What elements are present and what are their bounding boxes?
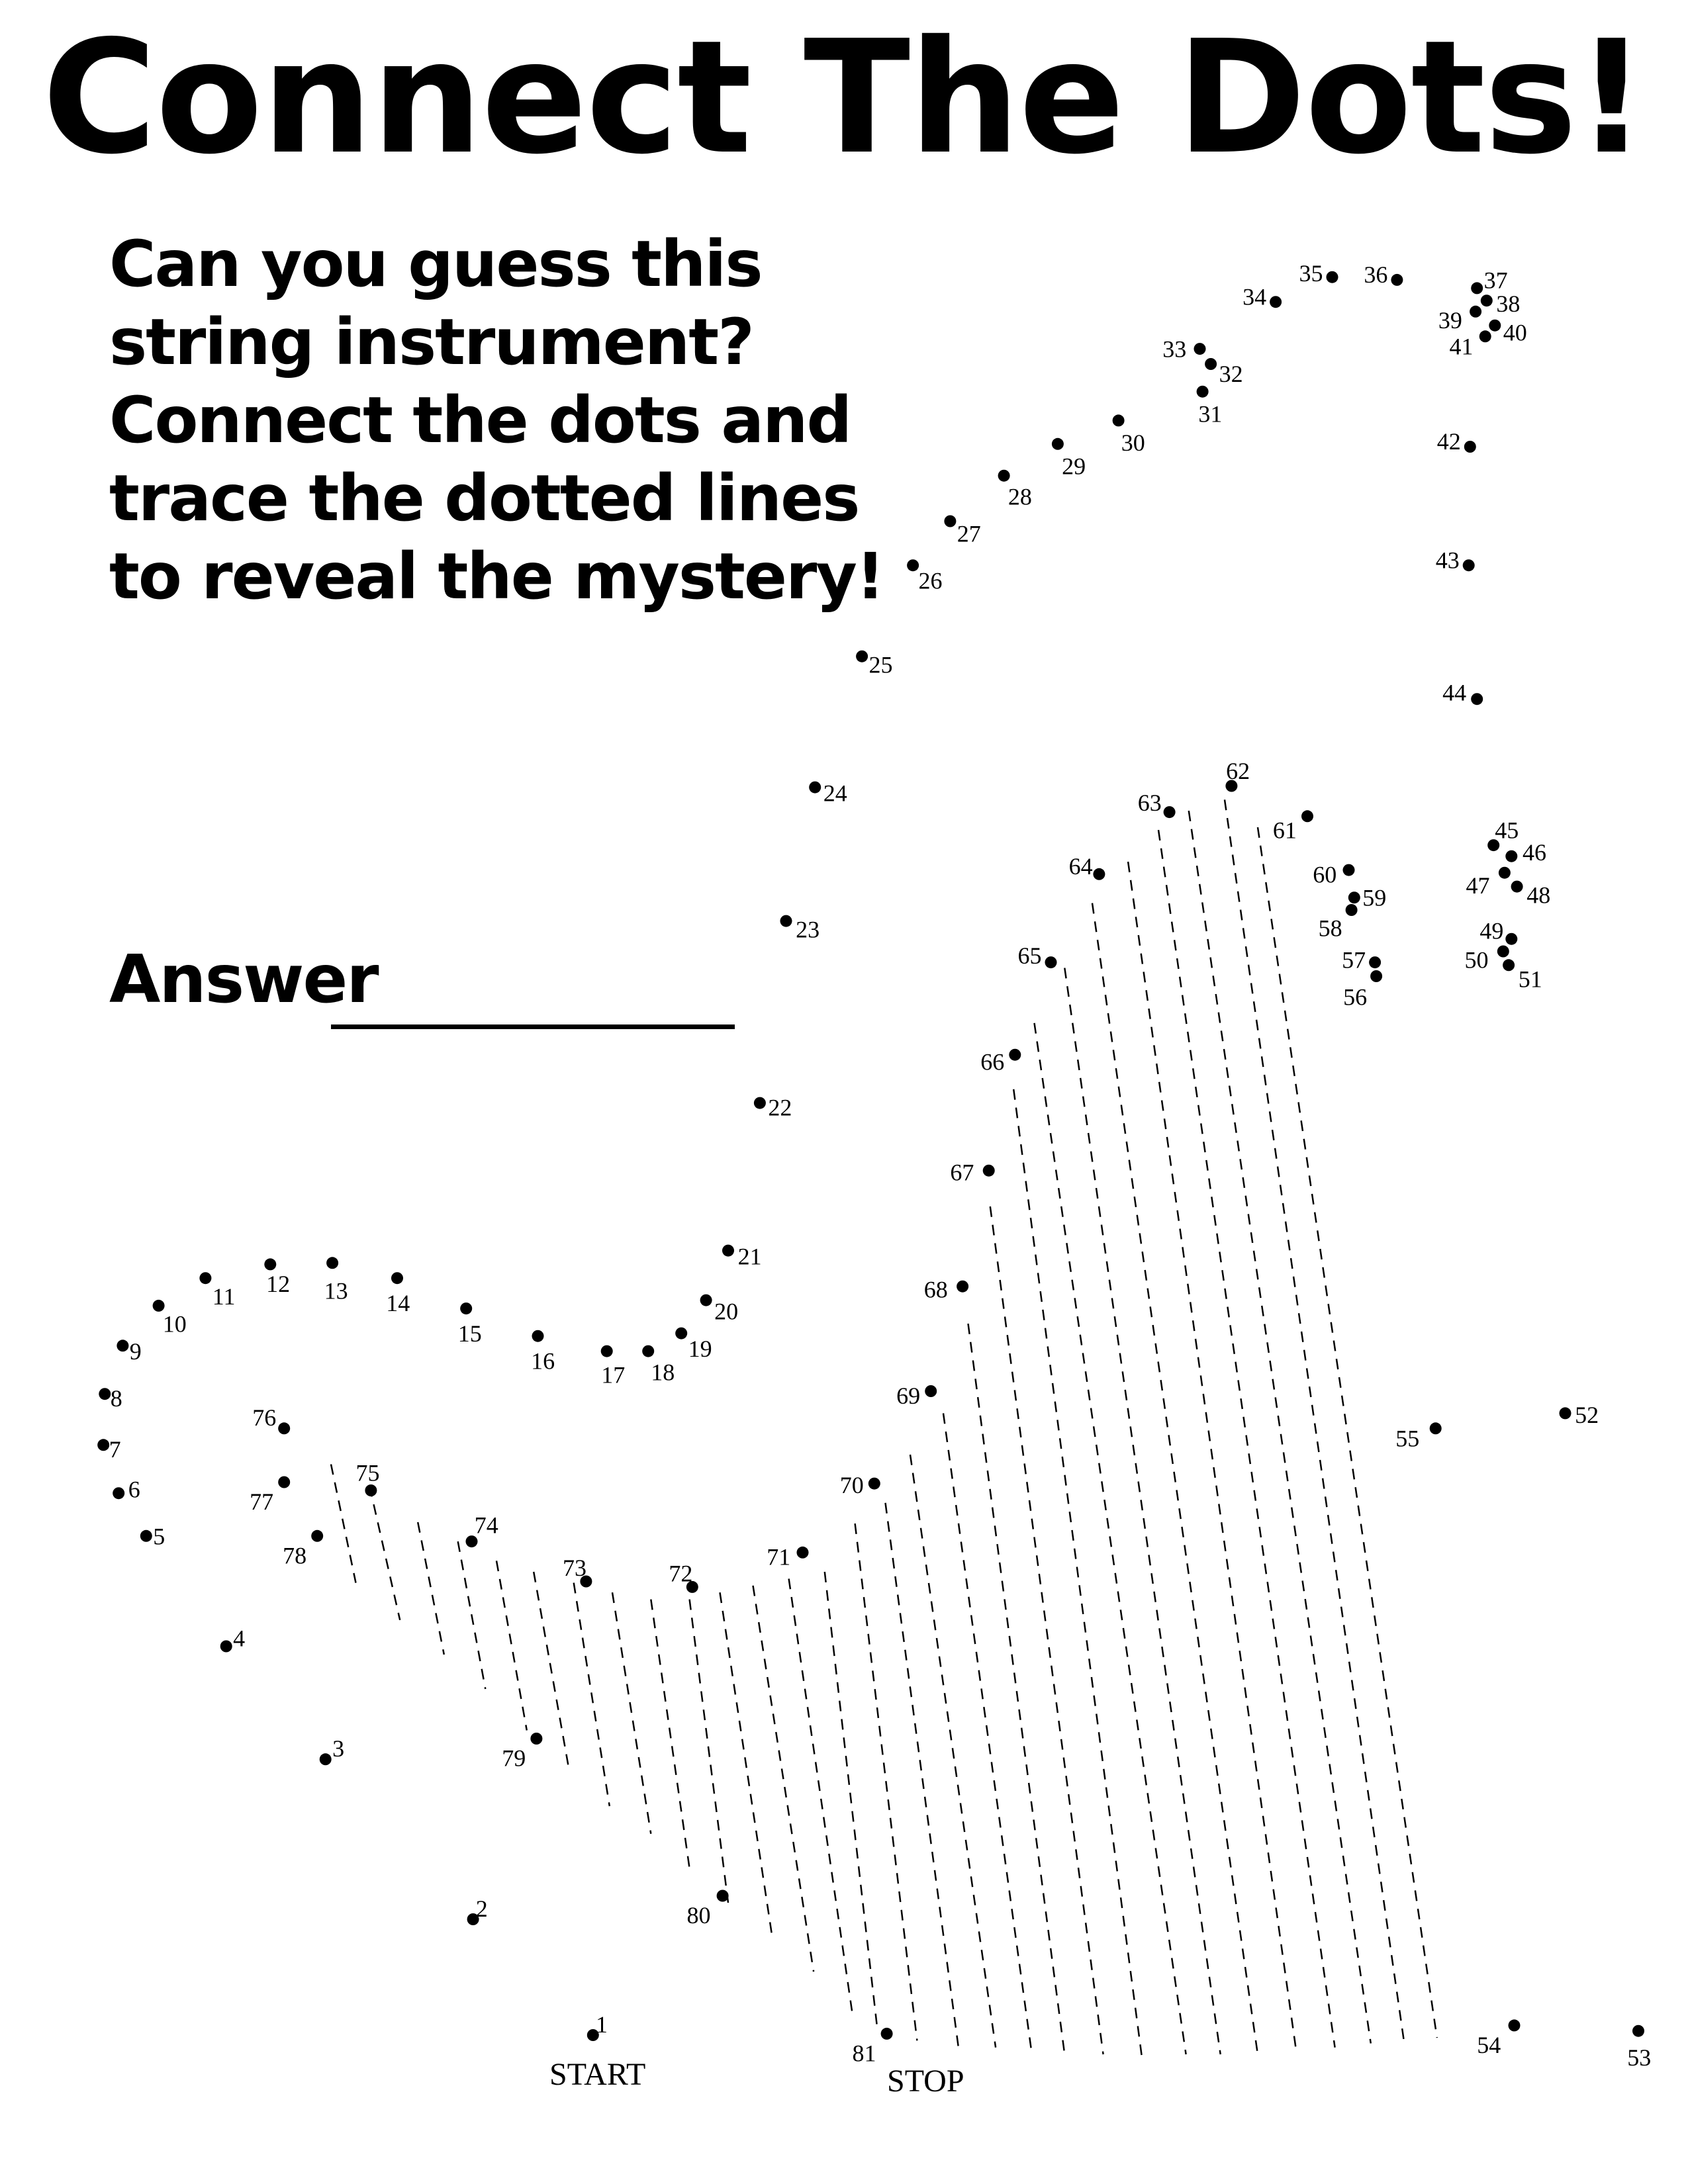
dot-42[interactable] <box>1437 428 1476 455</box>
dot-marker[interactable] <box>944 516 956 527</box>
dot-number: 59 <box>1362 884 1387 911</box>
instructions-text: Can you guess this string instrument? Connect the dots and trace the dotted lines to reveal the mystery! <box>109 227 884 614</box>
stop-label: STOP <box>887 2064 964 2099</box>
dot-marker[interactable] <box>1093 868 1105 880</box>
dot-number: 23 <box>796 916 820 943</box>
dot-number: 70 <box>839 1472 864 1499</box>
dot-number: 16 <box>531 1347 555 1375</box>
dot-marker[interactable] <box>1505 850 1517 862</box>
dot-number: 78 <box>283 1542 307 1569</box>
dot-number: 49 <box>1479 917 1504 944</box>
dot-marker[interactable] <box>957 1281 968 1293</box>
dot-number: 45 <box>1495 817 1519 844</box>
dotted-string-line <box>886 1503 959 2048</box>
answer-label: Answer <box>109 940 378 1018</box>
dot-number: 38 <box>1496 290 1521 317</box>
dot-marker[interactable] <box>264 1258 276 1270</box>
dot-11[interactable] <box>199 1272 235 1310</box>
dot-27[interactable] <box>944 516 980 547</box>
dot-36[interactable] <box>1364 261 1403 288</box>
dotted-string-line <box>1225 799 1404 2040</box>
dotted-string-line <box>1158 830 1335 2048</box>
dot-marker[interactable] <box>717 1890 729 1902</box>
dot-marker[interactable] <box>1430 1422 1442 1434</box>
dot-57[interactable] <box>1342 947 1381 974</box>
dot-15[interactable] <box>458 1302 482 1347</box>
dot-13[interactable] <box>324 1257 348 1304</box>
dot-number: 40 <box>1503 319 1527 346</box>
dot-number: 73 <box>563 1555 586 1582</box>
dot-2[interactable] <box>467 1895 488 1925</box>
dot-marker[interactable] <box>113 1487 124 1499</box>
dotted-string-lines <box>331 799 1437 2057</box>
dotted-string-line <box>458 1541 486 1689</box>
dotted-string-line <box>789 1578 853 2013</box>
dot-number: 8 <box>110 1385 122 1412</box>
dot-16[interactable] <box>531 1330 555 1375</box>
dot-41[interactable] <box>1450 330 1491 359</box>
dot-number: 17 <box>601 1361 626 1388</box>
dot-40[interactable] <box>1489 320 1527 346</box>
dot-73[interactable] <box>563 1555 592 1587</box>
dot-7[interactable] <box>97 1436 120 1463</box>
dot-26[interactable] <box>907 559 942 594</box>
dot-marker[interactable] <box>1489 320 1501 332</box>
dotted-string-line <box>612 1592 651 1834</box>
dot-number: 35 <box>1299 260 1323 287</box>
dot-marker[interactable] <box>1471 693 1483 705</box>
dot-74[interactable] <box>466 1512 498 1548</box>
dot-10[interactable] <box>153 1300 187 1338</box>
dot-number: 43 <box>1435 547 1460 574</box>
dot-marker[interactable] <box>1479 330 1491 342</box>
dot-38[interactable] <box>1481 291 1521 317</box>
dot-12[interactable] <box>264 1258 290 1297</box>
dot-number: 81 <box>852 2040 876 2067</box>
dot-marker[interactable] <box>1497 946 1509 958</box>
dot-29[interactable] <box>1052 438 1086 480</box>
dot-marker[interactable] <box>1464 441 1476 453</box>
dotted-string-line <box>1035 1023 1186 2054</box>
dot-number: 1 <box>596 2011 608 2038</box>
dot-20[interactable] <box>700 1295 739 1325</box>
dotted-string-line <box>720 1592 773 1937</box>
page-title: Connect The Dots! <box>42 7 1646 189</box>
dot-marker[interactable] <box>1164 806 1176 818</box>
dot-number: 9 <box>129 1338 142 1365</box>
dot-54[interactable] <box>1477 2019 1520 2058</box>
dot-marker[interactable] <box>532 1330 544 1342</box>
dotted-string-line <box>1064 968 1220 2055</box>
dot-marker[interactable] <box>797 1547 809 1559</box>
dot-3[interactable] <box>320 1735 344 1765</box>
dot-marker[interactable] <box>856 651 868 662</box>
dot-79[interactable] <box>502 1733 542 1772</box>
dotted-string-line <box>943 1413 1031 2052</box>
dot-31[interactable] <box>1197 386 1223 428</box>
dot-48[interactable] <box>1511 881 1551 909</box>
dot-56[interactable] <box>1343 970 1382 1011</box>
dot-19[interactable] <box>675 1328 712 1362</box>
dot-marker[interactable] <box>1194 343 1206 355</box>
dotted-string-line <box>910 1455 996 2048</box>
dot-76[interactable] <box>252 1404 290 1434</box>
start-label: START <box>549 2057 646 2092</box>
dot-marker[interactable] <box>140 1530 152 1542</box>
dot-number: 48 <box>1526 882 1551 909</box>
dot-number: 32 <box>1219 361 1243 388</box>
dot-number: 4 <box>233 1625 246 1652</box>
dot-marker[interactable] <box>1632 2025 1644 2037</box>
dot-marker[interactable] <box>1503 959 1515 971</box>
dot-23[interactable] <box>780 915 820 943</box>
dotted-string-line <box>690 1600 728 1903</box>
dot-45[interactable] <box>1487 817 1519 852</box>
dot-number: 51 <box>1518 966 1542 993</box>
dotted-string-line <box>496 1561 527 1730</box>
dot-number: 42 <box>1436 428 1461 455</box>
dot-marker[interactable] <box>1560 1407 1571 1419</box>
dot-number: 18 <box>651 1359 675 1386</box>
dot-marker[interactable] <box>1499 867 1511 879</box>
dot-marker[interactable] <box>278 1477 290 1488</box>
dot-63[interactable] <box>1138 790 1176 818</box>
dot-number: 53 <box>1627 2044 1652 2071</box>
dot-marker[interactable] <box>1343 864 1355 876</box>
dot-number: 11 <box>212 1283 236 1310</box>
dot-18[interactable] <box>642 1345 675 1386</box>
dot-78[interactable] <box>283 1530 323 1569</box>
dot-marker[interactable] <box>998 470 1010 482</box>
dot-marker[interactable] <box>220 1641 232 1653</box>
dot-number: 13 <box>324 1277 348 1304</box>
dot-marker[interactable] <box>1369 956 1381 968</box>
dot-5[interactable] <box>140 1523 165 1549</box>
dot-21[interactable] <box>722 1243 762 1269</box>
dot-marker[interactable] <box>326 1257 338 1269</box>
dot-marker[interactable] <box>700 1295 712 1306</box>
dot-marker[interactable] <box>1505 933 1517 945</box>
dot-number: 14 <box>386 1290 410 1317</box>
dot-17[interactable] <box>601 1345 626 1388</box>
dot-number: 29 <box>1062 453 1086 480</box>
dot-number: 52 <box>1575 1402 1599 1428</box>
dot-43[interactable] <box>1436 547 1475 573</box>
dot-number: 27 <box>957 520 981 547</box>
dot-70[interactable] <box>840 1472 880 1498</box>
dot-6[interactable] <box>113 1477 140 1503</box>
dot-33[interactable] <box>1162 336 1205 363</box>
dot-marker[interactable] <box>1009 1049 1021 1061</box>
dot-number: 77 <box>250 1488 274 1516</box>
dot-30[interactable] <box>1113 414 1145 456</box>
dot-number: 68 <box>923 1276 948 1303</box>
dot-number: 10 <box>162 1310 187 1338</box>
dotted-string-line <box>331 1465 356 1583</box>
dot-number: 72 <box>669 1560 693 1587</box>
dot-64[interactable] <box>1069 853 1105 880</box>
dot-71[interactable] <box>767 1544 808 1570</box>
dot-marker[interactable] <box>1370 970 1382 982</box>
dot-number: 61 <box>1272 817 1297 844</box>
dot-marker[interactable] <box>1346 904 1358 916</box>
dot-47[interactable] <box>1466 867 1511 899</box>
dot-marker[interactable] <box>1205 358 1217 370</box>
dot-marker[interactable] <box>983 1165 995 1177</box>
dot-number: 66 <box>980 1048 1005 1075</box>
dot-number: 76 <box>252 1404 277 1432</box>
dotted-string-line <box>574 1583 610 1807</box>
dot-number: 74 <box>474 1512 498 1539</box>
dot-72[interactable] <box>669 1561 698 1593</box>
dot-marker[interactable] <box>320 1753 332 1765</box>
dot-number: 28 <box>1008 483 1032 510</box>
dot-number: 37 <box>1483 267 1508 294</box>
dot-number: 69 <box>896 1382 921 1409</box>
dotted-string-line <box>753 1586 814 1972</box>
dot-marker[interactable] <box>365 1484 377 1496</box>
dot-25[interactable] <box>856 651 892 678</box>
dot-marker[interactable] <box>1052 438 1064 450</box>
dot-number: 24 <box>823 780 847 807</box>
dot-number: 2 <box>475 1895 488 1922</box>
dotted-string-line <box>369 1486 400 1620</box>
dot-number: 64 <box>1068 852 1093 880</box>
dot-9[interactable] <box>117 1338 141 1365</box>
dot-marker[interactable] <box>809 782 821 794</box>
dot-number: 79 <box>502 1745 526 1772</box>
dot-39[interactable] <box>1438 306 1481 334</box>
dot-group <box>97 260 1651 2071</box>
dot-number: 7 <box>109 1436 121 1463</box>
dot-marker[interactable] <box>1463 559 1475 571</box>
dot-number: 46 <box>1523 839 1546 866</box>
dot-number: 33 <box>1162 336 1187 363</box>
dot-number: 62 <box>1226 758 1250 785</box>
dotted-string-line <box>855 1524 917 2040</box>
dot-50[interactable] <box>1465 946 1509 974</box>
dot-number: 75 <box>355 1459 380 1486</box>
dot-52[interactable] <box>1560 1402 1599 1428</box>
dot-number: 31 <box>1198 400 1223 428</box>
dot-marker[interactable] <box>925 1385 937 1397</box>
dot-number: 63 <box>1137 790 1162 816</box>
dot-number: 41 <box>1449 333 1474 360</box>
dot-44[interactable] <box>1442 679 1483 705</box>
dot-marker[interactable] <box>117 1340 128 1351</box>
dot-marker[interactable] <box>907 559 919 571</box>
dot-number: 21 <box>737 1243 762 1270</box>
dot-number: 55 <box>1395 1425 1420 1452</box>
dot-number: 80 <box>686 1902 711 1929</box>
dot-marker[interactable] <box>1470 306 1481 318</box>
dot-marker[interactable] <box>601 1345 613 1357</box>
dot-53[interactable] <box>1627 2025 1651 2071</box>
dot-32[interactable] <box>1205 358 1243 387</box>
dot-number: 71 <box>767 1543 791 1570</box>
dot-65[interactable] <box>1018 942 1057 969</box>
dot-number: 57 <box>1342 946 1366 974</box>
dot-number: 30 <box>1121 430 1145 457</box>
dot-number: 34 <box>1243 283 1267 310</box>
dot-marker[interactable] <box>868 1478 880 1490</box>
dot-marker[interactable] <box>1197 386 1209 398</box>
dotted-string-line <box>968 1324 1065 2054</box>
dot-marker[interactable] <box>1327 271 1338 283</box>
dot-marker[interactable] <box>391 1272 403 1284</box>
dot-81[interactable] <box>853 2028 893 2067</box>
dot-number: 3 <box>332 1735 345 1762</box>
dotted-string-line <box>651 1600 689 1868</box>
dot-8[interactable] <box>99 1385 122 1412</box>
dot-marker[interactable] <box>199 1272 211 1284</box>
dot-marker[interactable] <box>1471 282 1483 294</box>
dot-marker[interactable] <box>780 915 792 927</box>
dot-34[interactable] <box>1243 283 1282 310</box>
dot-number: 15 <box>457 1320 482 1347</box>
dot-66[interactable] <box>980 1049 1021 1075</box>
dot-marker[interactable] <box>1509 2019 1521 2031</box>
dot-number: 20 <box>714 1298 739 1325</box>
dot-24[interactable] <box>809 780 847 806</box>
dot-marker[interactable] <box>1391 274 1403 286</box>
dot-35[interactable] <box>1299 260 1338 287</box>
dot-14[interactable] <box>386 1272 410 1316</box>
dot-number: 26 <box>918 567 943 594</box>
dot-number: 50 <box>1464 946 1489 974</box>
dot-marker[interactable] <box>754 1097 766 1109</box>
dotted-string-line <box>418 1522 444 1655</box>
dotted-string-line <box>1013 1089 1142 2058</box>
dot-68[interactable] <box>924 1276 968 1302</box>
dot-marker[interactable] <box>1348 891 1360 903</box>
dot-marker[interactable] <box>1511 881 1523 893</box>
dot-marker[interactable] <box>722 1245 734 1257</box>
dot-22[interactable] <box>754 1094 792 1120</box>
dot-number: 19 <box>688 1336 712 1362</box>
dot-55[interactable] <box>1395 1422 1441 1451</box>
dot-marker[interactable] <box>97 1439 109 1451</box>
dot-marker[interactable] <box>99 1388 111 1400</box>
dot-marker[interactable] <box>153 1300 165 1312</box>
dot-69[interactable] <box>896 1383 937 1409</box>
dot-number: 58 <box>1318 915 1342 942</box>
dot-marker[interactable] <box>1481 295 1493 306</box>
dot-marker[interactable] <box>278 1422 290 1434</box>
dot-number: 39 <box>1438 306 1462 334</box>
dot-62[interactable] <box>1225 758 1250 792</box>
dot-number: 60 <box>1313 861 1337 888</box>
dot-67[interactable] <box>950 1159 994 1185</box>
dot-58[interactable] <box>1319 904 1358 942</box>
dotted-string-line <box>1128 862 1296 2052</box>
dot-49[interactable] <box>1479 918 1517 945</box>
dot-28[interactable] <box>998 470 1032 510</box>
dot-number: 6 <box>128 1476 140 1503</box>
dot-60[interactable] <box>1313 861 1354 887</box>
dot-marker[interactable] <box>311 1530 323 1542</box>
dot-marker[interactable] <box>1045 956 1057 968</box>
dot-1[interactable] <box>587 2011 608 2041</box>
dot-marker[interactable] <box>675 1328 687 1340</box>
dot-61[interactable] <box>1273 810 1313 843</box>
dot-80[interactable] <box>687 1890 729 1929</box>
dot-51[interactable] <box>1503 959 1542 992</box>
dot-marker[interactable] <box>1301 810 1313 822</box>
dot-75[interactable] <box>356 1460 380 1497</box>
dotted-string-line <box>1092 903 1258 2055</box>
dot-number: 54 <box>1477 2032 1501 2058</box>
dot-77[interactable] <box>250 1477 290 1516</box>
dot-marker[interactable] <box>460 1302 472 1314</box>
dot-number: 12 <box>266 1271 291 1298</box>
dot-4[interactable] <box>220 1625 245 1653</box>
dot-marker[interactable] <box>1113 414 1125 426</box>
dot-marker[interactable] <box>881 2028 893 2040</box>
dot-marker[interactable] <box>642 1345 654 1357</box>
dot-number: 47 <box>1466 872 1490 899</box>
dot-number: 5 <box>153 1523 165 1550</box>
dot-marker[interactable] <box>530 1733 542 1745</box>
dot-number: 56 <box>1343 983 1368 1011</box>
dot-number: 25 <box>868 651 893 678</box>
dot-number: 36 <box>1364 261 1388 289</box>
dot-number: 22 <box>768 1094 792 1121</box>
dot-number: 67 <box>950 1159 974 1186</box>
dot-number: 44 <box>1442 679 1467 706</box>
dot-marker[interactable] <box>1270 296 1282 308</box>
dot-number: 65 <box>1017 942 1042 970</box>
